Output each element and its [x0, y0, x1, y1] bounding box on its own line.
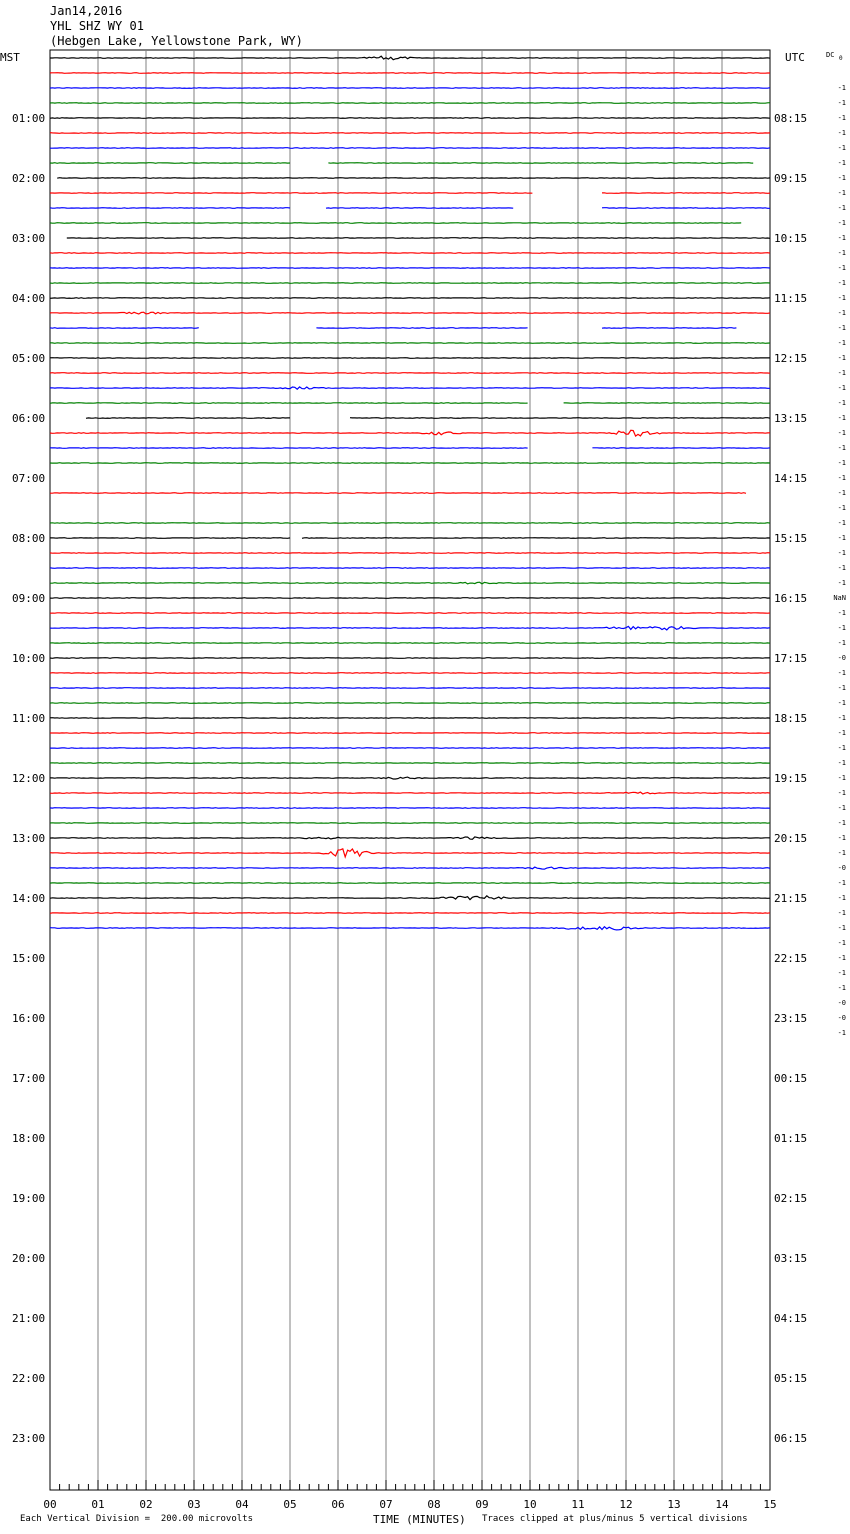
dc-offset-label: -1: [837, 144, 846, 152]
dc-offset-label: -1: [837, 99, 846, 107]
dc-offset-label: -1: [837, 414, 846, 422]
trace-blue: [50, 748, 770, 749]
x-tick-label: 06: [331, 1498, 345, 1511]
dc-offset-label: -1: [837, 354, 846, 362]
trace-black: [50, 56, 770, 60]
utc-hour-label: 11:15: [774, 292, 808, 305]
x-tick-label: 04: [235, 1498, 249, 1511]
utc-hour-label: 23:15: [774, 1012, 808, 1025]
trace-red: [50, 673, 770, 674]
dc-offset-label: -1: [837, 264, 846, 272]
utc-hour-label: 16:15: [774, 592, 808, 605]
dc-offset-label: -1: [837, 789, 846, 797]
trace-red: [50, 792, 770, 794]
mst-hour-label: 11:00: [12, 712, 46, 725]
dc-offset-label: -1: [837, 519, 846, 527]
trace-blue: [50, 387, 770, 389]
dc-offset-label: -1: [837, 549, 846, 557]
trace-black: [50, 358, 770, 359]
utc-hour-label: 22:15: [774, 952, 808, 965]
dc-offset-label: -1: [837, 879, 846, 887]
mst-hour-label: 13:00: [12, 832, 46, 845]
x-tick-label: 00: [43, 1498, 57, 1511]
trace-green: [50, 403, 770, 404]
dc-offset-label: -1: [837, 384, 846, 392]
dc-offset-label: -1: [837, 84, 846, 92]
dc-offset-label: -1: [837, 459, 846, 467]
trace-green: [50, 463, 770, 464]
dc-sub-label: 0: [839, 55, 843, 62]
trace-blue: [50, 867, 770, 869]
utc-hour-label: 12:15: [774, 352, 808, 365]
utc-hour-label: 06:15: [774, 1432, 808, 1445]
mst-hour-label: 15:00: [12, 952, 46, 965]
trace-black: [67, 238, 770, 239]
utc-hour-label: 21:15: [774, 892, 808, 905]
dc-offset-label: -1: [837, 939, 846, 947]
trace-red: [50, 312, 770, 314]
dc-offset-label: -1: [837, 639, 846, 647]
station-code: YHL SHZ WY 01: [50, 19, 144, 33]
trace-green: [50, 763, 770, 764]
dc-label: DC: [826, 51, 835, 59]
utc-hour-label: 09:15: [774, 172, 808, 185]
utc-hour-label: 13:15: [774, 412, 808, 425]
dc-offset-label: -1: [837, 924, 846, 932]
dc-offset-label: -1: [837, 969, 846, 977]
x-tick-label: 05: [283, 1498, 297, 1511]
dc-offset-label: -1: [837, 804, 846, 812]
mst-hour-label: 08:00: [12, 532, 46, 545]
trace-red: [50, 373, 770, 374]
trace-red: [50, 193, 770, 194]
trace-blue: [50, 927, 770, 930]
mst-hour-label: 05:00: [12, 352, 46, 365]
utc-hour-label: 18:15: [774, 712, 808, 725]
trace-red: [50, 493, 770, 494]
x-tick-label: 03: [187, 1498, 201, 1511]
dc-offset-label: -1: [837, 189, 846, 197]
dc-offset-label: -1: [837, 444, 846, 452]
x-tick-label: 09: [475, 1498, 489, 1511]
trace-black: [57, 178, 770, 179]
trace-blue: [50, 448, 770, 449]
dc-offset-label: -1: [837, 624, 846, 632]
plot-date: Jan14,2016: [50, 4, 123, 18]
trace-red: [50, 733, 770, 734]
trace-blue: [50, 626, 770, 630]
utc-hour-label: 20:15: [774, 832, 808, 845]
trace-green: [50, 883, 770, 884]
dc-offset-label: -1: [837, 819, 846, 827]
trace-blue: [50, 808, 770, 809]
mst-hour-label: 12:00: [12, 772, 46, 785]
dc-offset-label: -1: [837, 759, 846, 767]
dc-offset-label: -1: [837, 204, 846, 212]
mst-hour-label: 14:00: [12, 892, 46, 905]
utc-hour-label: 15:15: [774, 532, 808, 545]
time-axis: [43, 1480, 776, 1511]
trace-black: [50, 837, 770, 839]
footer-scale-note: Each Vertical Division = 200.00 microvolts: [20, 1514, 253, 1524]
trace-blue: [50, 208, 770, 209]
utc-hour-label: 01:15: [774, 1132, 808, 1145]
dc-offset-label: -1: [837, 894, 846, 902]
mst-hour-label: 04:00: [12, 292, 46, 305]
trace-green: [50, 582, 770, 584]
trace-black: [50, 538, 770, 539]
x-tick-label: 15: [763, 1498, 777, 1511]
trace-red: [50, 253, 770, 254]
trace-black: [50, 118, 770, 119]
dc-offset-label: -1: [837, 609, 846, 617]
mst-hour-label: 20:00: [12, 1252, 46, 1265]
dc-offset-label: -1: [837, 234, 846, 242]
x-tick-label: 08: [427, 1498, 441, 1511]
dc-offset-label: -0: [837, 654, 846, 662]
dc-offset-label: -1: [837, 849, 846, 857]
trace-green: [50, 703, 770, 704]
dc-offset-label: -0: [837, 999, 846, 1007]
time-labels: [12, 84, 846, 1445]
dc-offset-label: -1: [837, 339, 846, 347]
mst-hour-label: 10:00: [12, 652, 46, 665]
mst-hour-label: 07:00: [12, 472, 46, 485]
trace-green: [50, 643, 770, 644]
trace-green: [50, 163, 770, 164]
trace-red: [50, 553, 770, 554]
dc-offset-label: -1: [837, 1029, 846, 1037]
dc-offset-label: -1: [837, 324, 846, 332]
dc-offset-label: -1: [837, 669, 846, 677]
utc-hour-label: 10:15: [774, 232, 808, 245]
dc-offset-label: -1: [837, 699, 846, 707]
trace-red: [50, 430, 770, 436]
trace-green: [50, 523, 770, 524]
trace-black: [50, 718, 770, 719]
mst-hour-label: 09:00: [12, 592, 46, 605]
trace-black: [50, 658, 770, 659]
dc-offset-label: NaN: [833, 594, 846, 602]
dc-offset-label: -1: [837, 219, 846, 227]
dc-offset-label: -1: [837, 534, 846, 542]
dc-offset-label: -1: [837, 309, 846, 317]
x-tick-label: 07: [379, 1498, 393, 1511]
mst-label: MST: [0, 51, 20, 64]
utc-hour-label: 02:15: [774, 1192, 808, 1205]
x-axis-title: TIME (MINUTES): [373, 1513, 466, 1526]
dc-offset-label: -1: [837, 729, 846, 737]
trace-blue: [50, 268, 770, 269]
x-tick-label: 14: [715, 1498, 729, 1511]
mst-hour-label: 23:00: [12, 1432, 46, 1445]
dc-offset-label: -1: [837, 294, 846, 302]
mst-hour-label: 18:00: [12, 1132, 46, 1145]
mst-hour-label: 16:00: [12, 1012, 46, 1025]
trace-black: [50, 298, 770, 299]
dc-offset-label: -1: [837, 399, 846, 407]
trace-blue: [50, 568, 770, 569]
trace-red: [50, 73, 770, 74]
utc-hour-label: 03:15: [774, 1252, 808, 1265]
trace-blue: [50, 88, 770, 89]
mst-hour-label: 17:00: [12, 1072, 46, 1085]
x-tick-label: 01: [91, 1498, 105, 1511]
mst-hour-label: 06:00: [12, 412, 46, 425]
mst-hour-label: 01:00: [12, 112, 46, 125]
dc-offset-label: -1: [837, 834, 846, 842]
mst-hour-label: 21:00: [12, 1312, 46, 1325]
trace-red: [50, 849, 770, 857]
dc-offset-label: -1: [837, 714, 846, 722]
dc-offset-label: -1: [837, 114, 846, 122]
minute-grid: [50, 50, 770, 1490]
trace-red: [50, 913, 770, 914]
trace-blue: [50, 148, 770, 149]
dc-offset-label: -1: [837, 954, 846, 962]
utc-hour-label: 08:15: [774, 112, 808, 125]
dc-offset-label: -1: [837, 744, 846, 752]
trace-red: [50, 613, 770, 614]
dc-offset-label: -0: [837, 1014, 846, 1022]
dc-offset-label: -1: [837, 684, 846, 692]
utc-hour-label: 17:15: [774, 652, 808, 665]
footer-clip-note: Traces clipped at plus/minus 5 vertical divisions: [482, 1514, 748, 1524]
dc-offset-label: -1: [837, 159, 846, 167]
x-tick-label: 10: [523, 1498, 537, 1511]
x-tick-label: 12: [619, 1498, 633, 1511]
dc-offset-label: -1: [837, 249, 846, 257]
dc-offset-label: -1: [837, 129, 846, 137]
utc-hour-label: 00:15: [774, 1072, 808, 1085]
dc-offset-label: -1: [837, 564, 846, 572]
dc-offset-label: -1: [837, 489, 846, 497]
dc-offset-label: -1: [837, 984, 846, 992]
utc-hour-label: 19:15: [774, 772, 808, 785]
trace-red: [50, 133, 770, 134]
trace-black: [50, 598, 770, 599]
dc-offset-label: -1: [837, 504, 846, 512]
trace-green: [50, 103, 770, 104]
mst-hour-label: 22:00: [12, 1372, 46, 1385]
seismic-traces: [50, 56, 770, 930]
trace-green: [50, 223, 770, 224]
mst-hour-label: 02:00: [12, 172, 46, 185]
dc-offset-label: -0: [837, 864, 846, 872]
trace-blue: [50, 328, 770, 329]
x-tick-label: 13: [667, 1498, 681, 1511]
x-tick-label: 02: [139, 1498, 153, 1511]
station-location: (Hebgen Lake, Yellowstone Park, WY): [50, 34, 303, 48]
dc-offset-label: -1: [837, 579, 846, 587]
utc-label: UTC: [785, 51, 805, 64]
dc-offset-label: -1: [837, 174, 846, 182]
utc-hour-label: 05:15: [774, 1372, 808, 1385]
mst-hour-label: 19:00: [12, 1192, 46, 1205]
trace-green: [50, 823, 770, 824]
dc-offset-label: -1: [837, 429, 846, 437]
trace-green: [50, 343, 770, 344]
utc-hour-label: 14:15: [774, 472, 808, 485]
trace-blue: [50, 688, 770, 689]
plot-frame: [50, 50, 770, 1490]
utc-hour-label: 04:15: [774, 1312, 808, 1325]
trace-black: [86, 418, 770, 419]
trace-black: [50, 896, 770, 900]
dc-offset-label: -1: [837, 774, 846, 782]
trace-green: [50, 283, 770, 284]
x-tick-label: 11: [571, 1498, 585, 1511]
dc-offset-label: -1: [837, 474, 846, 482]
mst-hour-label: 03:00: [12, 232, 46, 245]
dc-offset-label: -1: [837, 369, 846, 377]
trace-black: [50, 777, 770, 779]
dc-offset-label: -1: [837, 279, 846, 287]
dc-offset-label: -1: [837, 909, 846, 917]
